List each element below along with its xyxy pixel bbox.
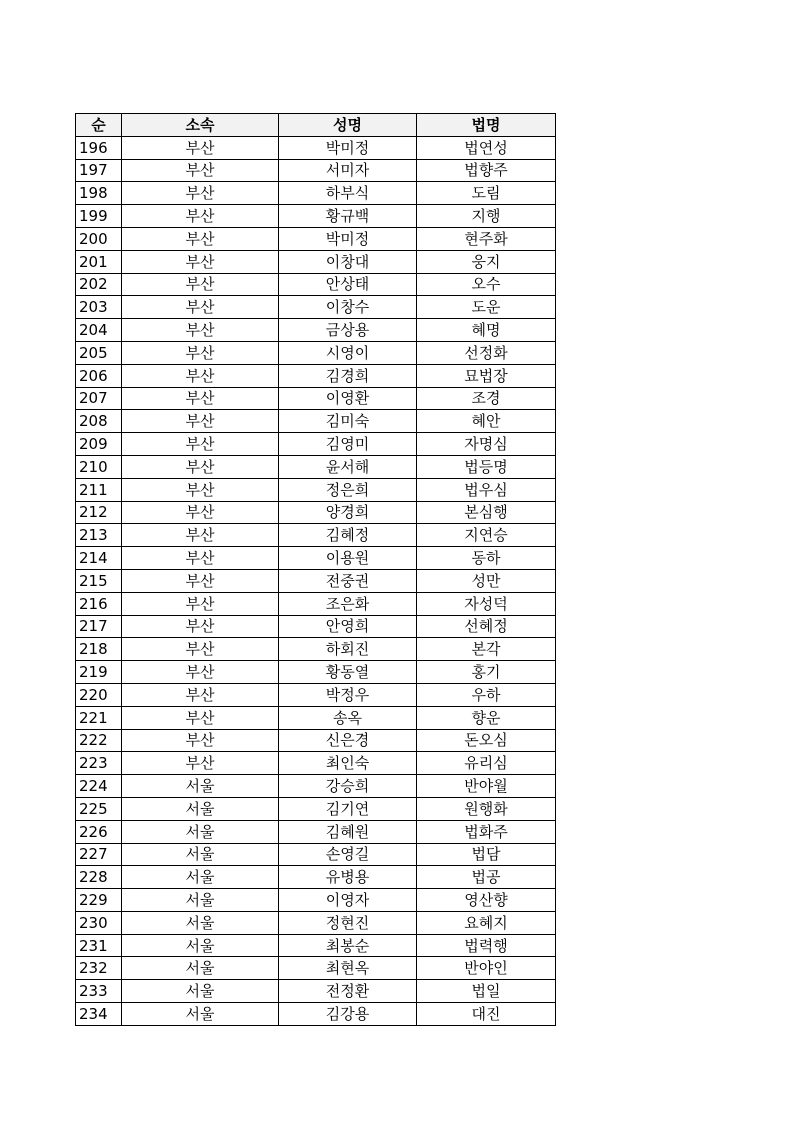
table-row: [76, 797, 556, 820]
cell-affiliation: 부산: [122, 182, 279, 205]
header-name: 성명: [279, 114, 417, 137]
cell-number: 205: [76, 341, 122, 364]
table-row: [76, 569, 556, 592]
table-row: [76, 250, 556, 273]
cell-dharma-name: 우하: [417, 683, 556, 706]
cell-number: 220: [76, 683, 122, 706]
cell-name: 김경희: [279, 364, 417, 387]
cell-dharma-name: 동하: [417, 547, 556, 570]
cell-dharma-name: 현주화: [417, 227, 556, 250]
cell-name: 시영이: [279, 341, 417, 364]
cell-dharma-name: 요혜지: [417, 911, 556, 934]
cell-number: 217: [76, 615, 122, 638]
cell-affiliation: 서울: [122, 843, 279, 866]
table-row: [76, 159, 556, 182]
table-row: [76, 455, 556, 478]
cell-affiliation: 서울: [122, 820, 279, 843]
cell-affiliation: 서울: [122, 889, 279, 912]
cell-affiliation: 부산: [122, 341, 279, 364]
cell-dharma-name: 혜명: [417, 319, 556, 342]
table-row: [76, 547, 556, 570]
cell-number: 225: [76, 797, 122, 820]
cell-affiliation: 부산: [122, 410, 279, 433]
cell-name: 김혜정: [279, 524, 417, 547]
cell-number: 232: [76, 957, 122, 980]
cell-name: 전중권: [279, 569, 417, 592]
cell-number: 197: [76, 159, 122, 182]
cell-name: 금상용: [279, 319, 417, 342]
table-row: [76, 661, 556, 684]
table-row: [76, 683, 556, 706]
cell-number: 226: [76, 820, 122, 843]
table-row: [76, 364, 556, 387]
cell-affiliation: 부산: [122, 136, 279, 159]
table-row: [76, 934, 556, 957]
cell-affiliation: 서울: [122, 1003, 279, 1026]
cell-name: 이창대: [279, 250, 417, 273]
cell-affiliation: 부산: [122, 364, 279, 387]
cell-affiliation: 부산: [122, 547, 279, 570]
cell-affiliation: 부산: [122, 706, 279, 729]
cell-affiliation: 부산: [122, 387, 279, 410]
cell-name: 박정우: [279, 683, 417, 706]
cell-affiliation: 부산: [122, 296, 279, 319]
cell-dharma-name: 향운: [417, 706, 556, 729]
cell-name: 김기연: [279, 797, 417, 820]
cell-dharma-name: 유리심: [417, 752, 556, 775]
cell-dharma-name: 홍기: [417, 661, 556, 684]
cell-number: 223: [76, 752, 122, 775]
cell-name: 이영환: [279, 387, 417, 410]
cell-name: 이창수: [279, 296, 417, 319]
cell-dharma-name: 지행: [417, 205, 556, 228]
cell-name: 정은희: [279, 478, 417, 501]
table-row: [76, 433, 556, 456]
cell-dharma-name: 법일: [417, 980, 556, 1003]
cell-dharma-name: 본각: [417, 638, 556, 661]
cell-name: 유병용: [279, 866, 417, 889]
cell-dharma-name: 돈오심: [417, 729, 556, 752]
table-row: [76, 729, 556, 752]
cell-dharma-name: 대진: [417, 1003, 556, 1026]
cell-affiliation: 서울: [122, 775, 279, 798]
cell-name: 하회진: [279, 638, 417, 661]
cell-number: 211: [76, 478, 122, 501]
cell-affiliation: 부산: [122, 524, 279, 547]
table-row: [76, 387, 556, 410]
cell-affiliation: 부산: [122, 205, 279, 228]
cell-name: 송옥: [279, 706, 417, 729]
table-row: [76, 273, 556, 296]
cell-affiliation: 부산: [122, 159, 279, 182]
cell-affiliation: 부산: [122, 319, 279, 342]
cell-affiliation: 서울: [122, 797, 279, 820]
cell-number: 201: [76, 250, 122, 273]
cell-dharma-name: 도운: [417, 296, 556, 319]
cell-name: 전정환: [279, 980, 417, 1003]
table-row: [76, 638, 556, 661]
table-row: [76, 843, 556, 866]
cell-number: 218: [76, 638, 122, 661]
cell-affiliation: 부산: [122, 455, 279, 478]
cell-dharma-name: 영산향: [417, 889, 556, 912]
cell-affiliation: 서울: [122, 957, 279, 980]
cell-number: 215: [76, 569, 122, 592]
cell-name: 최인숙: [279, 752, 417, 775]
cell-name: 박미정: [279, 227, 417, 250]
cell-dharma-name: 묘법장: [417, 364, 556, 387]
cell-number: 213: [76, 524, 122, 547]
cell-number: 221: [76, 706, 122, 729]
table-row: [76, 227, 556, 250]
cell-number: 234: [76, 1003, 122, 1026]
cell-number: 231: [76, 934, 122, 957]
cell-dharma-name: 선정화: [417, 341, 556, 364]
table-row: [76, 752, 556, 775]
cell-number: 229: [76, 889, 122, 912]
cell-name: 김혜원: [279, 820, 417, 843]
table-row: [76, 911, 556, 934]
cell-dharma-name: 도림: [417, 182, 556, 205]
table-row: [76, 205, 556, 228]
cell-number: 210: [76, 455, 122, 478]
cell-number: 219: [76, 661, 122, 684]
cell-name: 손영길: [279, 843, 417, 866]
table-row: [76, 706, 556, 729]
cell-name: 황동열: [279, 661, 417, 684]
cell-number: 216: [76, 592, 122, 615]
cell-dharma-name: 원행화: [417, 797, 556, 820]
cell-number: 230: [76, 911, 122, 934]
cell-number: 202: [76, 273, 122, 296]
cell-dharma-name: 지연승: [417, 524, 556, 547]
table-row: [76, 410, 556, 433]
cell-name: 조은화: [279, 592, 417, 615]
cell-affiliation: 부산: [122, 569, 279, 592]
header-number: 순: [76, 114, 122, 137]
table-row: [76, 957, 556, 980]
cell-number: 212: [76, 501, 122, 524]
cell-name: 김미숙: [279, 410, 417, 433]
cell-number: 209: [76, 433, 122, 456]
cell-number: 214: [76, 547, 122, 570]
cell-name: 박미정: [279, 136, 417, 159]
cell-name: 강승희: [279, 775, 417, 798]
cell-dharma-name: 법력행: [417, 934, 556, 957]
table-row: [76, 136, 556, 159]
cell-name: 이영자: [279, 889, 417, 912]
cell-number: 228: [76, 866, 122, 889]
cell-number: 198: [76, 182, 122, 205]
cell-affiliation: 부산: [122, 227, 279, 250]
cell-affiliation: 부산: [122, 615, 279, 638]
table-row: [76, 866, 556, 889]
cell-affiliation: 부산: [122, 433, 279, 456]
cell-affiliation: 부산: [122, 729, 279, 752]
cell-number: 200: [76, 227, 122, 250]
cell-name: 김강용: [279, 1003, 417, 1026]
table-row: [76, 889, 556, 912]
table-row: [76, 820, 556, 843]
cell-dharma-name: 웅지: [417, 250, 556, 273]
cell-number: 208: [76, 410, 122, 433]
table-row: [76, 478, 556, 501]
cell-affiliation: 서울: [122, 866, 279, 889]
cell-number: 222: [76, 729, 122, 752]
member-table: [75, 113, 556, 1026]
cell-dharma-name: 법향주: [417, 159, 556, 182]
cell-affiliation: 부산: [122, 250, 279, 273]
table-row: [76, 980, 556, 1003]
cell-name: 양경희: [279, 501, 417, 524]
cell-affiliation: 서울: [122, 980, 279, 1003]
cell-affiliation: 부산: [122, 638, 279, 661]
table-row: [76, 1003, 556, 1026]
cell-name: 최현옥: [279, 957, 417, 980]
cell-number: 203: [76, 296, 122, 319]
cell-affiliation: 부산: [122, 752, 279, 775]
table-row: [76, 501, 556, 524]
member-list-sheet: [75, 113, 556, 1026]
table-row: [76, 524, 556, 547]
cell-dharma-name: 자명심: [417, 433, 556, 456]
cell-number: 207: [76, 387, 122, 410]
cell-dharma-name: 법공: [417, 866, 556, 889]
cell-dharma-name: 본심행: [417, 501, 556, 524]
cell-name: 김영미: [279, 433, 417, 456]
cell-name: 서미자: [279, 159, 417, 182]
cell-affiliation: 서울: [122, 934, 279, 957]
cell-name: 정현진: [279, 911, 417, 934]
cell-dharma-name: 성만: [417, 569, 556, 592]
table-row: [76, 296, 556, 319]
table-row: [76, 341, 556, 364]
table-row: [76, 775, 556, 798]
cell-number: 199: [76, 205, 122, 228]
cell-name: 안영희: [279, 615, 417, 638]
cell-affiliation: 부산: [122, 501, 279, 524]
cell-number: 204: [76, 319, 122, 342]
cell-dharma-name: 법화주: [417, 820, 556, 843]
cell-number: 196: [76, 136, 122, 159]
cell-dharma-name: 법담: [417, 843, 556, 866]
cell-dharma-name: 오수: [417, 273, 556, 296]
table-row: [76, 319, 556, 342]
cell-name: 윤서해: [279, 455, 417, 478]
cell-name: 안상태: [279, 273, 417, 296]
cell-dharma-name: 법등명: [417, 455, 556, 478]
cell-dharma-name: 법우심: [417, 478, 556, 501]
cell-number: 233: [76, 980, 122, 1003]
cell-name: 하부식: [279, 182, 417, 205]
cell-number: 206: [76, 364, 122, 387]
cell-dharma-name: 법연성: [417, 136, 556, 159]
header-dharma-name: 법명: [417, 114, 556, 137]
header-affiliation: 소속: [122, 114, 279, 137]
cell-dharma-name: 선혜정: [417, 615, 556, 638]
cell-number: 227: [76, 843, 122, 866]
cell-dharma-name: 조경: [417, 387, 556, 410]
cell-dharma-name: 혜안: [417, 410, 556, 433]
cell-affiliation: 부산: [122, 661, 279, 684]
cell-name: 이용원: [279, 547, 417, 570]
cell-affiliation: 부산: [122, 273, 279, 296]
cell-affiliation: 서울: [122, 911, 279, 934]
table-row: [76, 592, 556, 615]
cell-name: 최봉순: [279, 934, 417, 957]
table-row: [76, 182, 556, 205]
header-row: [76, 114, 556, 137]
cell-number: 224: [76, 775, 122, 798]
cell-affiliation: 부산: [122, 683, 279, 706]
cell-name: 신은경: [279, 729, 417, 752]
cell-dharma-name: 자성덕: [417, 592, 556, 615]
cell-affiliation: 부산: [122, 478, 279, 501]
cell-name: 황규백: [279, 205, 417, 228]
cell-affiliation: 부산: [122, 592, 279, 615]
table-row: [76, 615, 556, 638]
cell-dharma-name: 반야월: [417, 775, 556, 798]
cell-dharma-name: 반야인: [417, 957, 556, 980]
